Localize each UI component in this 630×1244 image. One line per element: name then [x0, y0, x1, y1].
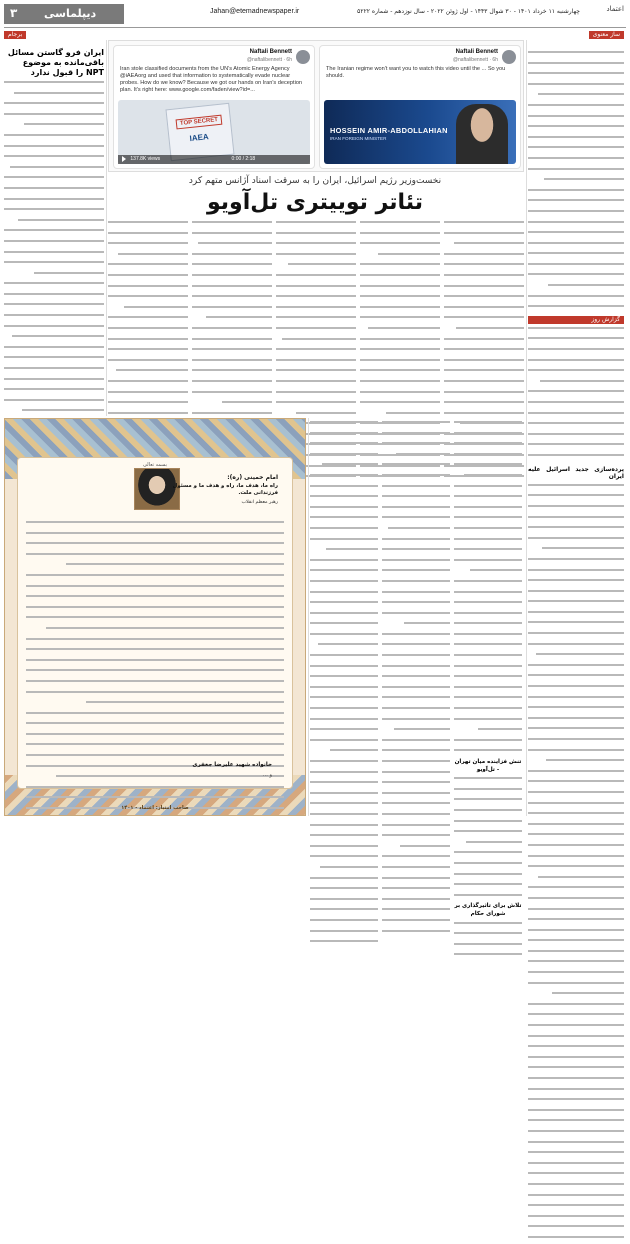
column-divider: [308, 418, 309, 816]
media-caption-role: IRAN FOREIGN MINISTER: [330, 136, 387, 141]
right-column-article: [528, 48, 624, 818]
subheading: تنش فزاینده میان تهران - تل‌آویو: [454, 759, 522, 773]
tweet-video[interactable]: [118, 100, 310, 164]
left-column-article: [4, 48, 104, 416]
ad-signature: خانواده شهید علیرضا جعفری: [192, 762, 272, 768]
right-column-heading: پرده‌سازی جدید اسرائیل علیه ایران: [528, 465, 624, 481]
page-header: [0, 0, 630, 28]
top-secret-stamp: TOP SECRET: [176, 115, 223, 130]
header-email[interactable]: Jahan@etemadnewspaper.ir: [210, 8, 300, 15]
section-title: دیپلماسی: [44, 7, 97, 20]
text-column: [108, 218, 188, 414]
video-time: 0:00 / 2:18: [231, 156, 256, 162]
ribbon-left: برجام: [4, 31, 26, 39]
avatar: [296, 50, 310, 64]
tweet-text: The Iranian regime won't want you to watch this video until the ... So you should.: [326, 66, 506, 79]
page-number: ۳: [10, 6, 18, 20]
newspaper-logo: اعتماد: [606, 5, 624, 13]
avatar: [502, 50, 516, 64]
text-column: [192, 218, 272, 414]
tweet-card[interactable]: [113, 45, 315, 169]
left-column-headline: ایران فرو گاستن مسائل باقی‌مانده به موضوع NPT را قبول ندارد: [7, 48, 104, 77]
iaea-label: IAEA: [189, 132, 210, 144]
ad-signature-sub: و ...: [262, 772, 272, 778]
section-banner: [4, 4, 124, 24]
text-column: [310, 418, 378, 816]
text-column: [382, 418, 450, 816]
tweet-card[interactable]: [319, 45, 521, 169]
subheading: تلاش برای تاثیرگذاری بر شورای حکام: [454, 903, 522, 917]
ad-quote-source: رهبر معظم انقلاب: [241, 500, 278, 505]
text-column: [276, 218, 356, 414]
ad-body-text: [26, 518, 284, 736]
column-divider: [106, 40, 107, 416]
play-icon[interactable]: [122, 156, 126, 162]
header-divider: [4, 27, 626, 28]
ad-footer: صاحب امتیاز: اعتماد - ۱۴۰۱: [121, 805, 189, 811]
header-date-line: چهارشنبه ۱۱ خرداد ۱۴۰۱ - ۳۰ شوال ۱۴۴۳ - اول ژوئن ۲۰۲۲ - سال نوزدهم - شماره ۵۲۲۲: [357, 8, 580, 15]
tweet-image[interactable]: [324, 100, 516, 164]
ad-bismillah: بسمه تعالی: [142, 462, 168, 468]
article-body: [108, 218, 526, 414]
document-illustration: [165, 103, 234, 161]
tweet-author: Naftali Bennett: [249, 49, 292, 55]
video-controls[interactable]: [118, 155, 310, 164]
tweet-handle: @naftalibennett · 6h: [452, 57, 498, 63]
tweets-image: [108, 40, 524, 172]
ad-panel: [17, 457, 293, 789]
text-column: [360, 218, 440, 414]
portrait-photo: [456, 104, 508, 164]
ribbon-right-mid: گزارش روز: [528, 316, 624, 324]
article-continuation: [310, 418, 524, 917]
ribbon-right-top: ساز معنوی: [589, 31, 624, 39]
text-column: [444, 218, 524, 414]
video-views: 137.8K views: [130, 156, 161, 162]
ad-quote: راه ما، هدف ما، راه و هدف ما و مسئول فرزندانی ملت.: [172, 483, 278, 496]
column-divider: [526, 40, 527, 816]
tweet-text: Iran stole classified documents from the UN's Atomic Energy Agency @iAEAorg and used that information to systematically evade nuclear probes. How do we know? Because we got our hands on Iran's deception plan. It's right here: www.google.com/faden/view?id=...: [120, 66, 303, 93]
media-caption-name: HOSSEIN AMIR-ABDOLLAHIAN: [330, 126, 448, 135]
tweet-author: Naftali Bennett: [455, 49, 498, 55]
memorial-advertisement: [4, 418, 306, 816]
article-subheadline: نخست‌وزیر رژیم اسرائیل، ایران را به سرقت اسناد آژانس متهم کرد: [188, 176, 442, 186]
ad-quote-title: امام خمینی (ره):: [227, 474, 278, 481]
tweet-handle: @naftalibennett · 6h: [246, 57, 292, 63]
text-column: [454, 418, 522, 917]
article-headline: تئاتر توییتری تل‌آویو: [206, 190, 424, 215]
